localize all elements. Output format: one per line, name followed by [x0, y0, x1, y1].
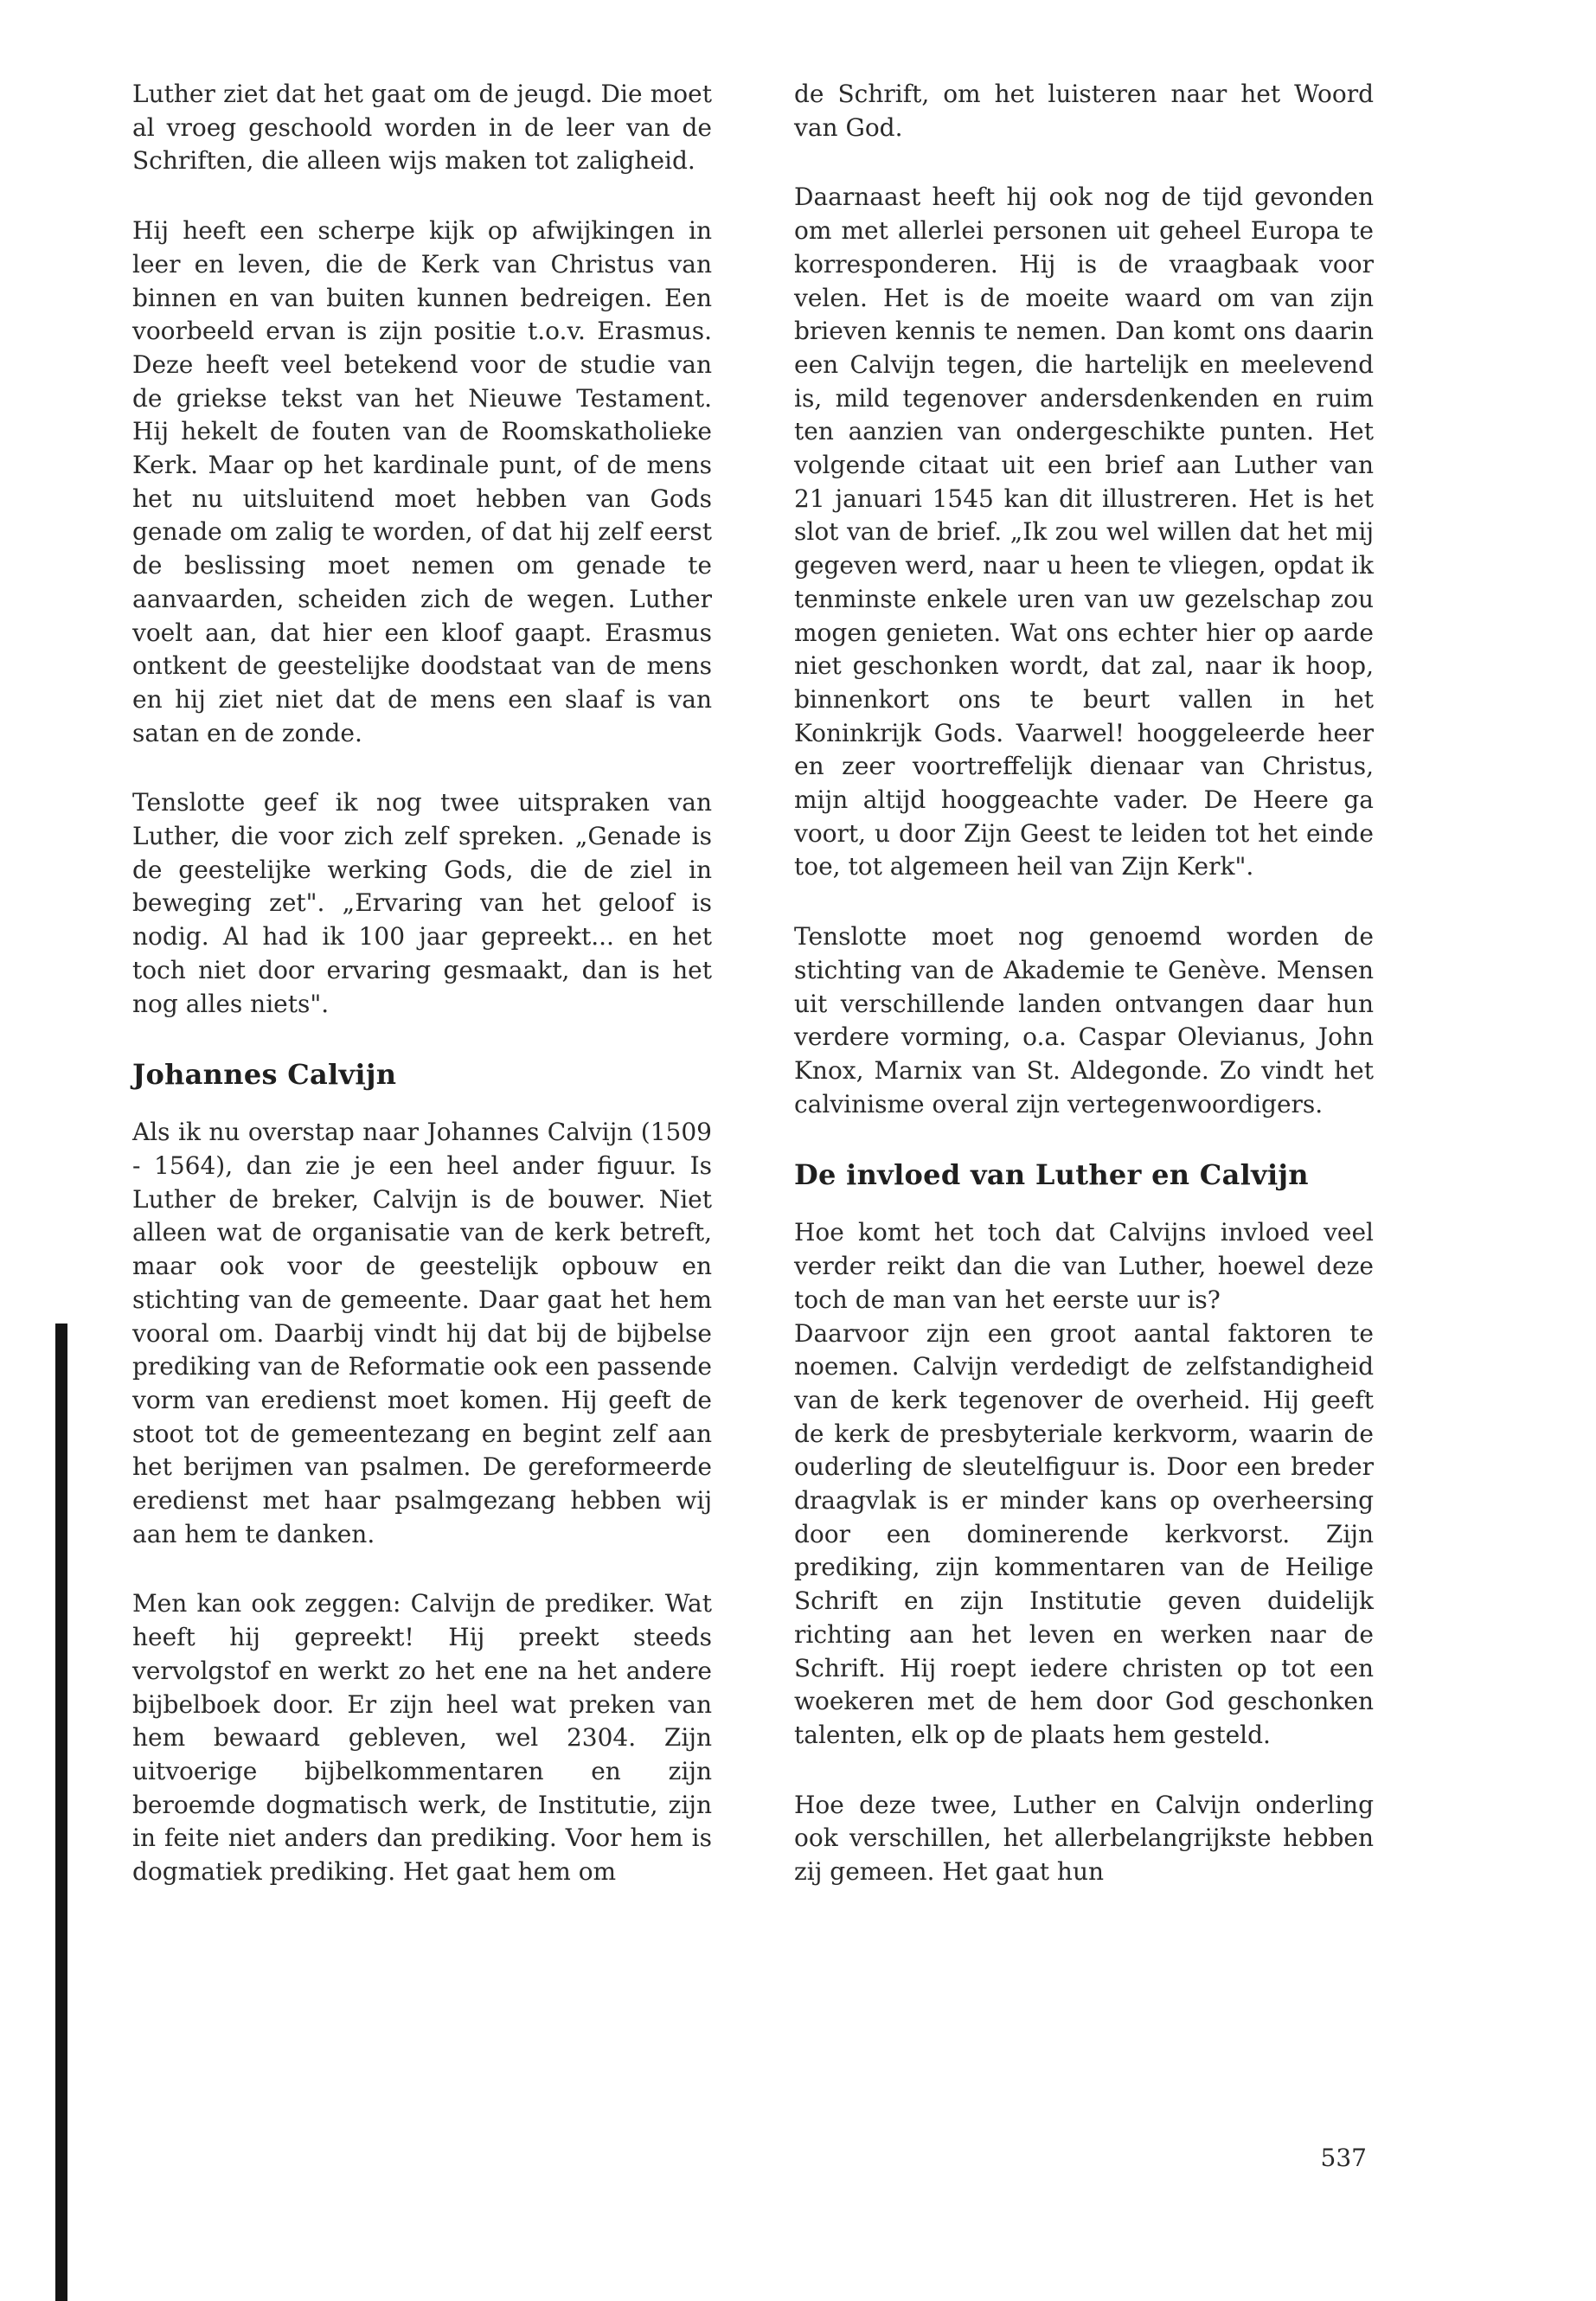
right-column — [794, 78, 1374, 1889]
right-paragraph-3: Tenslotte moet nog genoemd worden de stichting van de Akademie te Genève. Mensen uit verschillende landen ontvangen daar hun verdere vorming, o.a. Caspar Olevianus, John Knox, Marnix van St. Aldegonde. Zo vindt het calvinisme overal zijn vertegenwoordigers. — [794, 922, 1374, 1118]
left-paragraph-3: Tenslotte geef ik nog twee uitspraken van Luther, die voor zich zelf spreken. „Genade is de geestelijke werking Gods, die de ziel in beweging zet". „Ervaring van het geloof is nodig. Al had ik 100 jaar gepreekt... en het toch niet door ervaring gesmaakt, dan is het nog alles niets". — [132, 788, 712, 1018]
section-heading-johannes-calvijn: Johannes Calvijn — [132, 1058, 397, 1092]
right-paragraph-4: Hoe komt het toch dat Calvijns invloed veel verder reikt dan die van Luther, hoewel deze toch de man van het eerste uur is? — [794, 1218, 1374, 1314]
section-heading-invloed: De invloed van Luther en Calvijn — [794, 1158, 1309, 1192]
left-paragraph-1: Luther ziet dat het gaat om de jeugd. Die moet al vroeg geschoold worden in de leer van de Schriften, die alleen wijs maken tot zaligheid. — [132, 80, 712, 176]
right-paragraph-1: de Schrift, om het luisteren naar het Woord van God. — [794, 80, 1374, 142]
left-column — [132, 78, 712, 1889]
page-number: 537 — [1320, 2144, 1367, 2172]
left-paragraph-2: Hij heeft een scherpe kijk op afwijkingen in leer en leven, die de Kerk van Christus van binnen en van buiten kunnen bedreigen. Een voorbeeld ervan is zijn positie t.o.v. Erasmus. Deze heeft veel betekend voor de studie van de griekse tekst van het Nieuwe Testament. Hij hekelt de fouten van de Roomskatholieke Kerk. Maar op het kardinale punt, of de mens het nu uitsluitend moet hebben van Gods genade om zalig te worden, of dat hij zelf eerst de beslissing moet nemen om genade te aanvaarden, scheiden zich de wegen. Luther voelt aan, dat hier een kloof gaapt. Erasmus ontkent de geestelijke doodstaat van de mens en hij ziet niet dat de mens een slaaf is van satan en de zonde. — [132, 216, 712, 747]
scan-binding-edge — [55, 1324, 67, 2301]
right-paragraph-2: Daarnaast heeft hij ook nog de tijd gevonden om met allerlei personen uit geheel Europa te korresponderen. Hij is de vraagbaak voor velen. Het is de moeite waard om van zijn brieven kennis te nemen. Dan komt ons daarin een Calvijn tegen, die hartelijk en meelevend is, mild tegenover andersdenkenden en ruim ten aanzien van ondergeschikte punten. Het volgende citaat uit een brief aan Luther van 21 januari 1545 kan dit illustreren. Het is het slot van de brief. „Ik zou wel willen dat het mij gegeven werd, naar u heen te vliegen, opdat ik tenminste enkele uren van uw gezelschap zou mogen genieten. Wat ons echter hier op aarde niet geschonken wordt, dat zal, naar ik hoop, binnenkort ons te beurt vallen in het Koninkrijk Gods. Vaarwel! hooggeleerde heer en zeer voortreffelijk dienaar van Christus, mijn altijd hooggeachte vader. De Heere ga voort, u door Zijn Geest te leiden tot het einde toe, tot algemeen heil van Zijn Kerk". — [794, 183, 1374, 881]
left-paragraph-4: Als ik nu overstap naar Johannes Calvijn (1509 - 1564), dan zie je een heel ander figuur. Is Luther de breker, Calvijn is de bouwer. Niet alleen wat de organisatie van de kerk betreft, maar ook voor de geestelijk opbouw en stichting van de gemeente. Daar gaat het hem vooral om. Daarbij vindt hij dat bij de bijbelse prediking van de Reformatie ook een passende vorm van eredienst moet komen. Hij geeft de stoot tot de gemeentezang en begint zelf aan het berijmen van psalmen. De gereformeerde eredienst met haar psalmgezang hebben wij aan hem te danken. — [132, 1118, 712, 1548]
right-paragraph-5: Daarvoor zijn een groot aantal faktoren te noemen. Calvijn verdedigt de zelfstandigheid van de kerk tegenover de overheid. Hij geeft de kerk de presbyteriale kerkvorm, waarin de ouderling de sleutelfiguur is. Door een breder draagvlak is er minder kans op overheersing door een dominerende kerkvorst. Zijn prediking, zijn kommentaren van de Heilige Schrift en zijn Institutie geven duidelijk richting aan het leven en werken naar de Schrift. Hij roept iedere christen op tot een woekeren met de hem door God geschonken talenten, elk op de plaats hem gesteld. — [794, 1318, 1374, 1749]
right-paragraph-6: Hoe deze twee, Luther en Calvijn onderling ook verschillen, het allerbelangrijkste hebben zij gemeen. Het gaat hun — [794, 1790, 1374, 1887]
left-paragraph-5: Men kan ook zeggen: Calvijn de prediker. Wat heeft hij gepreekt! Hij preekt steeds vervolgstof en werkt zo het ene na het andere bijbelboek door. Er zijn heel wat preken van hem bewaard gebleven, wel 2304. Zijn uitvoerige bijbelkommentaren en zijn beroemde dogmatisch werk, de Institutie, zijn in feite niet anders dan prediking. Voor hem is dogmatiek prediking. Het gaat hem om — [132, 1589, 712, 1887]
